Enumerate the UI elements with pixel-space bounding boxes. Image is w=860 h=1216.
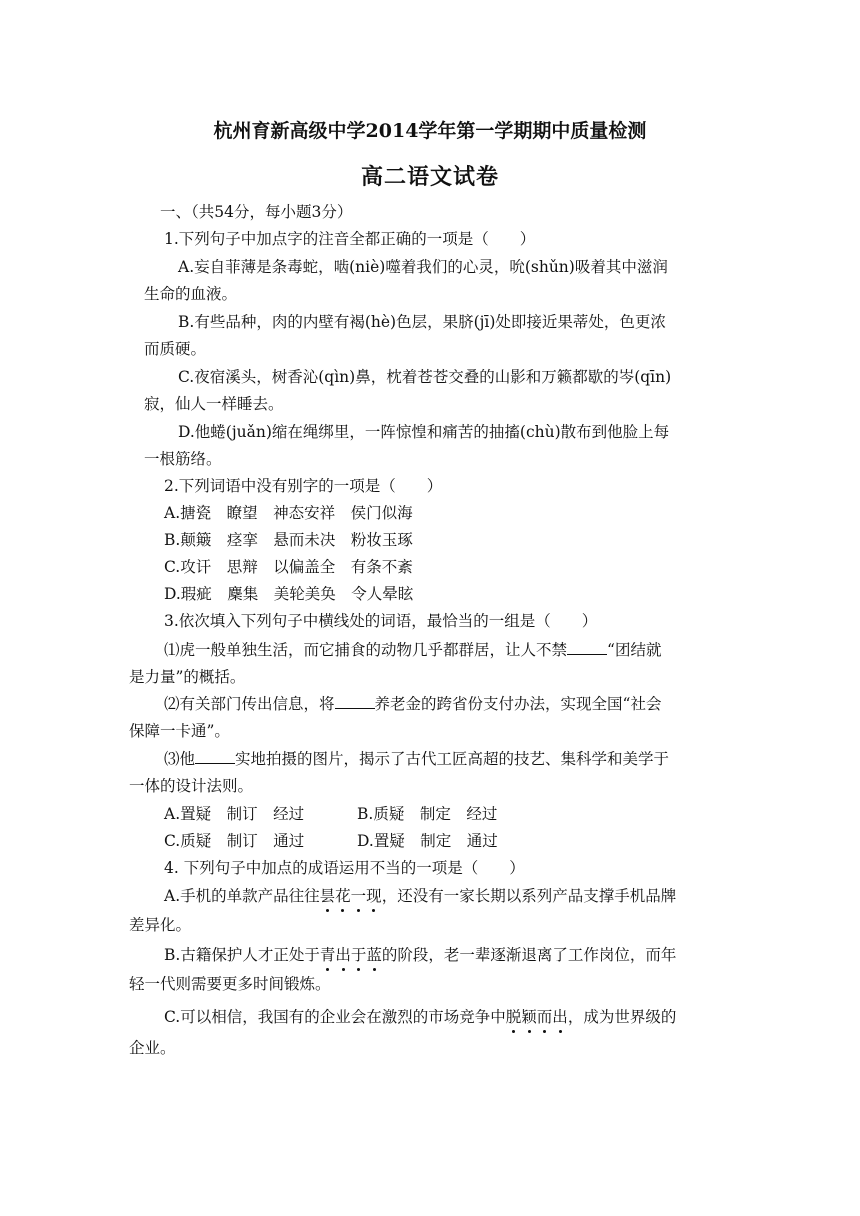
q1-option-a-line1: A.妄自菲薄是条毒蛇，啮(niè)噬着我们的心灵，吮(shǔn)吸着其中滋润 xyxy=(178,258,668,276)
q4-option-c-line1: C.可以相信，我国有的企业会在激烈的市场竞争中脱颖而出，成为世界级的 xyxy=(164,1008,677,1026)
section-heading: 一、（共54分，每小题3分） xyxy=(160,203,353,221)
emphasis-dot-char: 一 xyxy=(350,887,367,905)
q3-sentence2-line1: ⑵有关部门传出信息，将 养老金的跨省份支付办法，实现全国“社会 xyxy=(164,695,662,713)
dotted-idiom xyxy=(320,887,382,905)
emphasis-dot-char: 出 xyxy=(335,946,351,964)
emphasis-dot-char: 脱 xyxy=(505,1008,522,1026)
q1-stem: 1.下列句子中加点字的注音全都正确的一项是（ ） xyxy=(164,230,536,248)
emphasis-dot-char: 昙 xyxy=(319,887,336,905)
q3-sentence3-line1: ⑶他 实地拍摄的图片，揭示了古代工匠高超的技艺、集科学和美学于 xyxy=(164,750,670,768)
q4-option-c-line2: 企业。 xyxy=(129,1039,176,1057)
q4-option-a-line2: 差异化。 xyxy=(129,916,192,934)
q3-option-a: A.置疑 制订 经过 xyxy=(164,805,305,823)
emphasis-dot-char: 而 xyxy=(536,1008,553,1026)
q3-stem: 3.依次填入下列句子中横线处的词语，最恰当的一组是（ ） xyxy=(164,612,598,630)
emphasis-dot-char: 青 xyxy=(319,946,336,964)
q1-option-c-line1: C.夜宿溪头，树香沁(qìn)鼻，枕着苍苍交叠的山影和万籁都歇的岑(qīn) xyxy=(178,368,672,386)
emphasis-dot-char: 蓝 xyxy=(366,946,382,964)
q3-sentence2-line2: 保障一卡通”。 xyxy=(129,722,230,740)
emphasis-dot-char: 出 xyxy=(552,1008,568,1026)
q1-option-b-line1: B.有些品种，肉的内壁有褐(hè)色层，果脐(jī)处即接近果蒂处，色更浓 xyxy=(178,313,666,331)
exam-subtitle: 高二语文试卷 xyxy=(360,164,499,190)
answer-blank xyxy=(567,640,607,655)
q1-option-b-line2: 而质硬。 xyxy=(144,340,207,358)
q3-sentence1-line2: 是力量”的概括。 xyxy=(129,668,246,686)
q3-sentence3-line2: 一体的设计法则。 xyxy=(129,777,254,795)
dotted-idiom xyxy=(320,946,382,964)
emphasis-dot-char: 于 xyxy=(350,946,367,964)
q2-option-a: A.搪瓷 瞭望 神态安祥 侯门似海 xyxy=(164,504,413,522)
emphasis-dot-char: 现 xyxy=(366,887,382,905)
q1-option-c-line2: 寂，仙人一样睡去。 xyxy=(144,395,284,413)
q1-option-d-line2: 一根筋络。 xyxy=(144,450,222,468)
exam-title: 杭州育新高级中学2014学年第一学期期中质量检测 xyxy=(213,120,647,142)
q3-option-c: C.质疑 制订 通过 xyxy=(164,832,305,850)
q1-option-d-line1: D.他蜷(juǎn)缩在绳绑里，一阵惊惶和痛苦的抽搐(chù)散布到他脸上每 xyxy=(178,423,670,441)
emphasis-dot-char: 花 xyxy=(335,887,351,905)
emphasis-dot-char: 颖 xyxy=(521,1008,537,1026)
q4-option-a-line1: A.手机的单款产品往往昙花一现，还没有一家长期以系列产品支撑手机品牌 xyxy=(164,887,677,905)
q2-stem: 2.下列词语中没有别字的一项是（ ） xyxy=(164,477,443,495)
q4-option-b-line2: 轻一代则需要更多时间锻炼。 xyxy=(129,975,331,993)
q2-option-c: C.攻讦 思辩 以偏盖全 有条不紊 xyxy=(164,558,413,576)
dotted-idiom xyxy=(506,1008,568,1026)
q3-option-d: D.置疑 制定 通过 xyxy=(357,832,498,850)
q3-option-b: B.质疑 制定 经过 xyxy=(357,805,498,823)
q4-option-b-line1: B.古籍保护人才正处于青出于蓝的阶段，老一辈逐渐退离了工作岗位，而年 xyxy=(164,946,677,964)
answer-blank xyxy=(335,694,375,709)
answer-blank xyxy=(195,749,235,764)
q4-stem: 4. 下列句子中加点的成语运用不当的一项是（ ） xyxy=(164,859,525,877)
q1-option-a-line2: 生命的血液。 xyxy=(144,285,238,303)
q3-sentence1-line1: ⑴虎一般单独生活，而它捕食的动物几乎都群居，让人不禁 “团结就 xyxy=(164,641,662,659)
q2-option-b: B.颠簸 痉挛 悬而未决 粉妆玉琢 xyxy=(164,531,413,549)
q2-option-d: D.瑕疵 麇集 美轮美奂 令人晕眩 xyxy=(164,585,414,603)
